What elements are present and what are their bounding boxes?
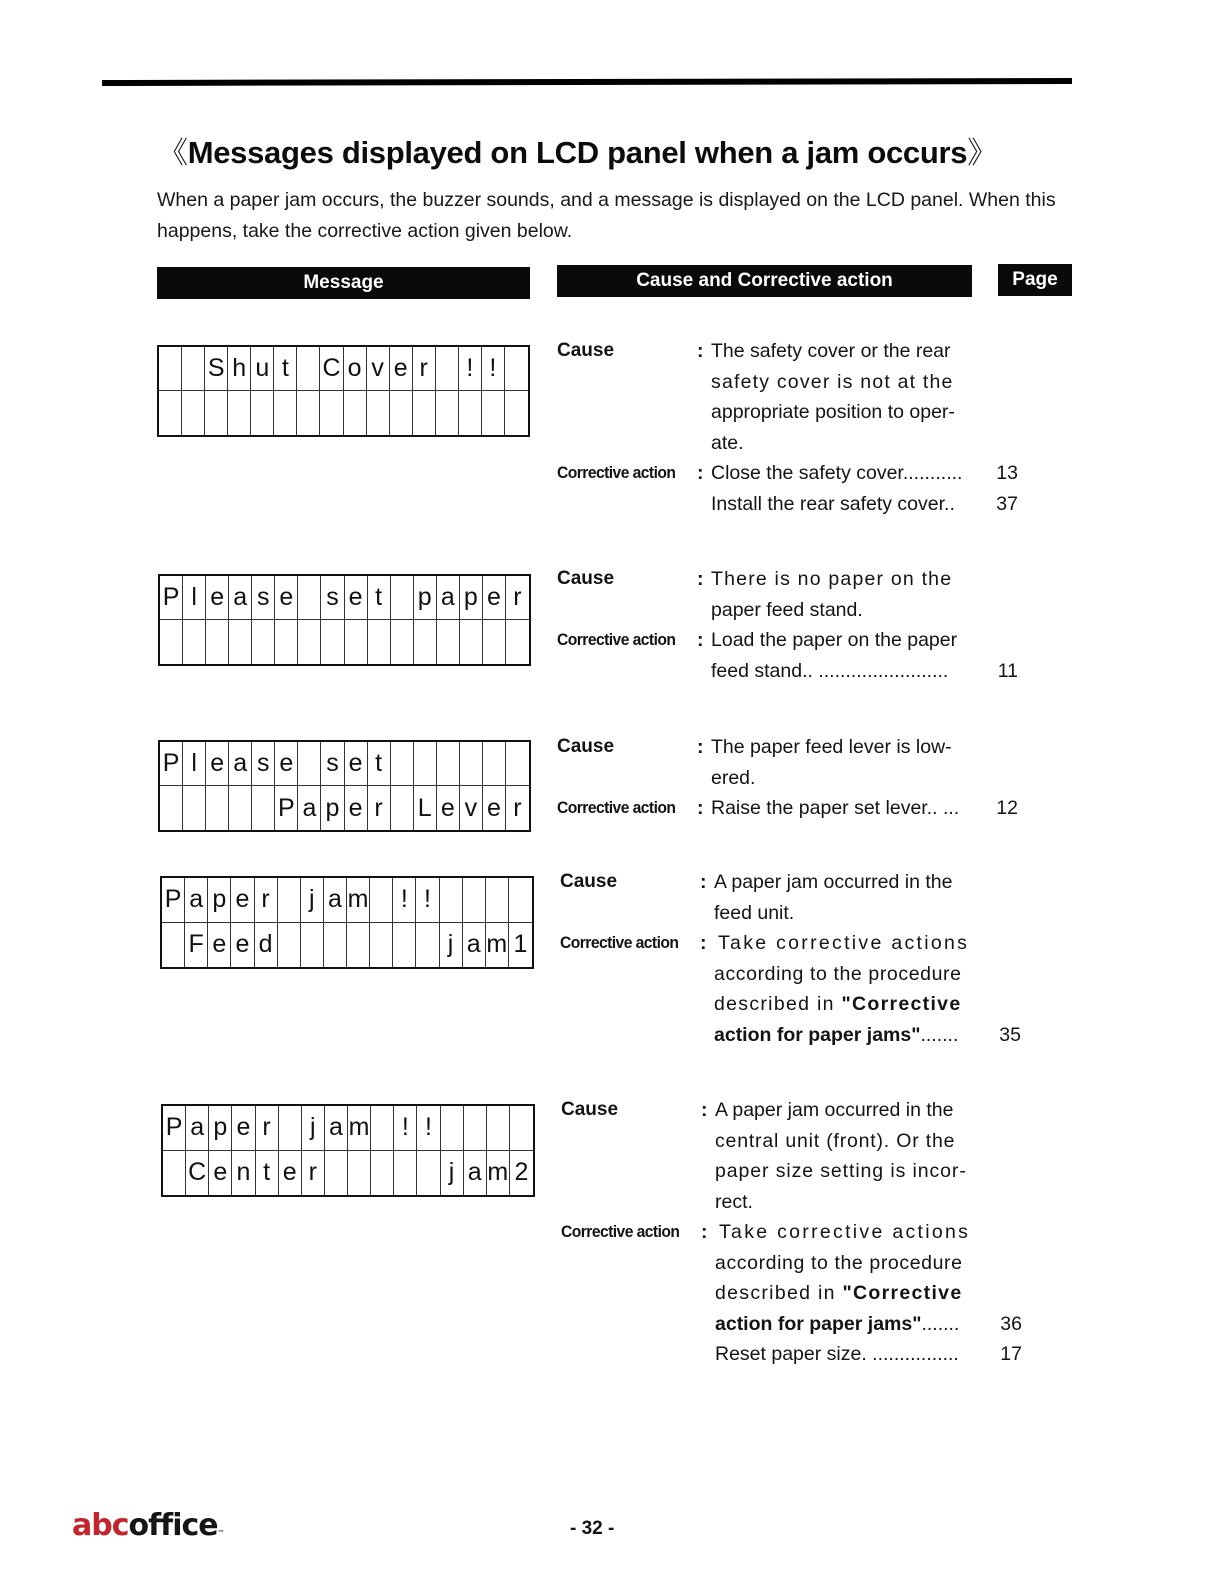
lcd-cell [320, 391, 343, 435]
lcd-cell [162, 923, 185, 968]
lcd-cell: L [414, 786, 437, 830]
action-text: Install the rear safety cover.. [711, 492, 955, 515]
lcd-cell [393, 923, 416, 968]
lcd-cell: a [325, 1106, 348, 1151]
lcd-cell: v [367, 347, 390, 391]
lcd-cell: l [183, 742, 206, 786]
lcd-panel [157, 345, 530, 437]
cause-label: Cause [557, 568, 615, 589]
lcd-cell [228, 391, 251, 435]
logo-black-part: office [128, 1508, 218, 1543]
lcd-cell: u [251, 347, 274, 391]
entry-center-jam [561, 1095, 1081, 1370]
lcd-cell: r [256, 1106, 279, 1151]
lcd-cell [301, 923, 324, 968]
logo-trademark: ™ [217, 1529, 224, 1537]
lcd-cell: j [441, 1151, 464, 1196]
lcd-cell: P [275, 786, 298, 830]
lcd-panel [158, 574, 531, 666]
lcd-cell [460, 620, 483, 664]
lcd-cell: C [320, 347, 343, 391]
lcd-cell: m [486, 923, 509, 968]
header-message: Message [157, 267, 530, 299]
action-text: Take corrective actions [719, 1221, 971, 1243]
lcd-panel [161, 1104, 535, 1197]
lcd-cell: r [413, 347, 436, 391]
lcd-cell [321, 620, 344, 664]
page-ref: 36 [1000, 1312, 1022, 1335]
lcd-cell: e [279, 1151, 302, 1196]
lcd-cell: p [208, 878, 231, 923]
lcd-cell: e [232, 1106, 255, 1151]
lcd-cell: m [348, 1106, 371, 1151]
lcd-cell: e [231, 878, 254, 923]
lcd-cell: P [163, 1106, 186, 1151]
action-label: Corrective action [561, 1222, 680, 1241]
intro-paragraph: When a paper jam occurs, the buzzer sounds, and a message is displayed on the LCD panel. When this happens, take the corrective action given below. [157, 189, 1056, 242]
lcd-cell [391, 786, 414, 830]
page-ref: 13 [996, 462, 1018, 484]
action-text: Raise the paper set lever.. ... [711, 797, 960, 819]
top-rule [102, 78, 1072, 86]
lcd-cell: p [460, 576, 483, 620]
lcd-cell [278, 878, 301, 923]
lcd-cell [252, 620, 275, 664]
page-ref: 12 [996, 797, 1018, 819]
lcd-cell: e [275, 576, 298, 620]
lcd-cell [159, 347, 182, 391]
lcd-cell: C [186, 1151, 209, 1196]
lcd-cell: e [231, 923, 254, 968]
lcd-cell [367, 391, 390, 435]
abcoffice-logo [72, 1508, 224, 1543]
lcd-cell [440, 878, 463, 923]
lcd-cell [229, 786, 252, 830]
lcd-cell: e [345, 576, 368, 620]
lcd-cell: a [463, 923, 486, 968]
cause-label: Cause [557, 340, 615, 361]
lcd-cell [298, 576, 321, 620]
action-label: Corrective action [557, 798, 676, 817]
lcd-cell: e [483, 576, 506, 620]
lcd-panel [158, 740, 531, 832]
lcd-cell [506, 620, 529, 664]
lcd-cell [206, 620, 229, 664]
lcd-cell: e [345, 742, 368, 786]
title-close-bracket: 》 [967, 137, 997, 170]
header-page: Page [998, 264, 1072, 296]
action-text: Load the paper on the paper [711, 629, 958, 651]
action-text: Close the safety cover........... [711, 462, 963, 484]
entry-feed-jam [560, 867, 1080, 1050]
lcd-cell: ! [393, 878, 416, 923]
page-title [158, 128, 997, 172]
lcd-cell: ! [394, 1106, 417, 1151]
lcd-cell: t [274, 347, 297, 391]
lcd-cell [505, 391, 528, 435]
action-text-bold: "Corrective [842, 1282, 963, 1304]
entry-please-set-paper [557, 564, 1077, 686]
action-text: according to the procedure [714, 962, 962, 985]
lcd-cell: s [321, 742, 344, 786]
lcd-cell [298, 742, 321, 786]
lcd-cell [506, 742, 529, 786]
lcd-cell [182, 391, 205, 435]
cause-text: paper size setting is incor- [715, 1160, 967, 1182]
lcd-cell [417, 1151, 440, 1196]
lcd-cell [416, 923, 439, 968]
lcd-cell: r [368, 786, 391, 830]
lcd-cell [297, 347, 320, 391]
lcd-cell [436, 391, 459, 435]
lcd-cell: p [209, 1106, 232, 1151]
lcd-cell [160, 786, 183, 830]
cause-text: feed unit. [714, 901, 795, 924]
title-open-bracket: 《 [158, 137, 188, 170]
header-cause-action: Cause and Corrective action [557, 265, 972, 297]
lcd-cell: 2 [514, 1158, 529, 1187]
lcd-cell [348, 1151, 371, 1196]
title-text: Messages displayed on LCD panel when a jam occurs [187, 135, 968, 170]
lcd-cell [463, 878, 486, 923]
cause-text: safety cover is not at the [711, 370, 954, 393]
lcd-cell: r [513, 793, 522, 822]
action-text-bold: action for paper jams" [715, 1312, 922, 1335]
lcd-cell: s [252, 742, 275, 786]
lcd-cell [483, 742, 506, 786]
colon: : [700, 871, 707, 893]
lcd-cell [483, 620, 506, 664]
lcd-cell: a [186, 1106, 209, 1151]
lcd-cell [371, 1151, 394, 1196]
lcd-cell [274, 391, 297, 435]
lcd-cell: j [302, 1106, 325, 1151]
colon: : [697, 797, 704, 819]
action-text-dots: ....... [921, 1312, 960, 1335]
lcd-cell [390, 391, 413, 435]
lcd-cell [391, 742, 414, 786]
entry-please-set-paper-lever [557, 732, 1077, 824]
lcd-cell: a [437, 576, 460, 620]
lcd-cell: e [206, 742, 229, 786]
lcd-cell: s [321, 576, 344, 620]
cause-text: The paper feed lever is low- [711, 736, 952, 758]
action-text [714, 989, 979, 1020]
lcd-cell: t [368, 576, 391, 620]
lcd-cell [437, 742, 460, 786]
lcd-cell: r [506, 576, 529, 620]
lcd-cell [391, 620, 414, 664]
action-text [714, 1020, 979, 1051]
lcd-cell: S [205, 347, 228, 391]
lcd-cell [510, 1106, 533, 1151]
lcd-cell: e [206, 576, 229, 620]
lcd-cell [297, 391, 320, 435]
lcd-cell: t [368, 742, 391, 786]
lcd-cell: r [255, 878, 278, 923]
colon: : [701, 1221, 708, 1243]
lcd-cell: ! [482, 347, 505, 391]
action-text-plain: described in [715, 1282, 836, 1304]
action-text: Reset paper size. ................ [715, 1343, 959, 1365]
lcd-cell [413, 391, 436, 435]
lcd-cell [205, 391, 228, 435]
lcd-cell [229, 620, 252, 664]
cause-text: ered. [711, 766, 756, 789]
lcd-cell: e [437, 786, 460, 830]
lcd-cell [160, 620, 183, 664]
lcd-cell: 1 [513, 930, 528, 959]
page-ref: 37 [996, 492, 1018, 515]
lcd-cell: l [183, 576, 206, 620]
lcd-cell: a [298, 786, 321, 830]
cause-text: There is no paper on the [711, 568, 953, 590]
cause-text: ate. [711, 431, 744, 454]
lcd-panel [160, 876, 534, 969]
lcd-cell: a [185, 878, 208, 923]
lcd-cell [394, 1151, 417, 1196]
lcd-cell: r [302, 1151, 325, 1196]
lcd-cell [325, 1151, 348, 1196]
lcd-cell [278, 923, 301, 968]
colon: : [697, 462, 704, 484]
action-label: Corrective action [557, 463, 676, 482]
lcd-cell [252, 786, 275, 830]
lcd-cell [347, 923, 370, 968]
lcd-cell [182, 347, 205, 391]
lcd-cell: e [345, 786, 368, 830]
page-ref [976, 625, 1036, 656]
cause-text: paper feed stand. [711, 598, 863, 621]
cause-label: Cause [560, 871, 618, 892]
colon: : [700, 932, 707, 954]
lcd-cell: h [228, 347, 251, 391]
lcd-cell [183, 620, 206, 664]
cause-text: A paper jam occurred in the [715, 1099, 954, 1121]
colon: : [701, 1099, 708, 1121]
lcd-cell [482, 391, 505, 435]
lcd-cell [371, 1106, 394, 1151]
lcd-cell: v [460, 786, 483, 830]
lcd-cell [251, 391, 274, 435]
lcd-cell: e [275, 742, 298, 786]
lcd-cell: o [344, 347, 367, 391]
page-ref: 17 [1000, 1343, 1022, 1365]
lcd-cell: n [232, 1151, 255, 1196]
cause-label: Cause [561, 1099, 619, 1120]
lcd-cell [464, 1106, 487, 1151]
lcd-cell: ! [416, 878, 439, 923]
action-text-bold: action for paper jams" [714, 1023, 921, 1046]
action-text-bold: "Corrective [841, 993, 962, 1015]
lcd-cell [159, 391, 182, 435]
lcd-cell [206, 786, 229, 830]
lcd-cell [487, 1106, 510, 1151]
action-label: Corrective action [557, 630, 676, 649]
entry-shut-cover [557, 336, 1077, 519]
lcd-cell: m [347, 878, 370, 923]
page-ref: 35 [999, 1023, 1021, 1046]
cause-text: appropriate position to oper- [711, 401, 955, 423]
lcd-cell [368, 620, 391, 664]
colon: : [697, 340, 704, 362]
page-number: - 32 - [570, 1518, 615, 1539]
lcd-cell [391, 576, 414, 620]
lcd-cell [414, 620, 437, 664]
lcd-cell: e [483, 786, 506, 830]
action-text-plain: described in [714, 993, 835, 1015]
logo-red-part: abc [72, 1508, 129, 1543]
lcd-cell [436, 347, 459, 391]
lcd-cell [163, 1151, 186, 1196]
action-text: feed stand.. ........................ [711, 659, 949, 682]
action-text-dots: ....... [920, 1023, 959, 1046]
lcd-cell: t [256, 1151, 279, 1196]
lcd-cell: a [229, 576, 252, 620]
cause-text: central unit (front). Or the [715, 1129, 956, 1152]
lcd-cell [509, 878, 532, 923]
lcd-cell: m [487, 1151, 510, 1196]
action-text [715, 1278, 980, 1309]
lcd-cell [183, 786, 206, 830]
colon: : [697, 629, 704, 651]
lcd-cell [324, 923, 347, 968]
lcd-cell: e [390, 347, 413, 391]
lcd-cell [344, 391, 367, 435]
cause-label: Cause [557, 736, 615, 757]
lcd-cell [279, 1106, 302, 1151]
action-label: Corrective action [560, 933, 679, 952]
lcd-cell: e [208, 923, 231, 968]
lcd-cell [370, 923, 393, 968]
lcd-cell: a [464, 1151, 487, 1196]
lcd-cell: s [252, 576, 275, 620]
lcd-cell [345, 620, 368, 664]
page-ref: 11 [997, 659, 1018, 682]
lcd-cell: F [185, 923, 208, 968]
colon: : [697, 568, 704, 590]
lcd-cell [505, 347, 528, 391]
lcd-cell: ! [417, 1106, 440, 1151]
lcd-cell [441, 1106, 464, 1151]
lcd-cell: p [321, 786, 344, 830]
lcd-cell: j [440, 923, 463, 968]
lcd-cell [275, 620, 298, 664]
lcd-cell: P [162, 878, 185, 923]
lcd-cell: P [160, 742, 183, 786]
lcd-cell [459, 391, 482, 435]
colon: : [697, 736, 704, 758]
lcd-cell [370, 878, 393, 923]
action-text [715, 1309, 980, 1340]
lcd-cell: j [301, 878, 324, 923]
lcd-cell: e [209, 1151, 232, 1196]
lcd-cell: p [414, 576, 437, 620]
lcd-cell: d [255, 923, 278, 968]
lcd-cell [298, 620, 321, 664]
lcd-cell [414, 742, 437, 786]
lcd-cell: a [324, 878, 347, 923]
lcd-cell: P [160, 576, 183, 620]
lcd-cell: a [229, 742, 252, 786]
lcd-cell [437, 620, 460, 664]
cause-text: The safety cover or the rear [711, 340, 951, 362]
lcd-cell: ! [459, 347, 482, 391]
cause-text: A paper jam occurred in the [714, 871, 953, 893]
lcd-cell [486, 878, 509, 923]
lcd-cell [460, 742, 483, 786]
action-text: Take corrective actions [718, 932, 970, 954]
action-text: according to the procedure [715, 1251, 963, 1274]
cause-text: rect. [715, 1190, 753, 1213]
